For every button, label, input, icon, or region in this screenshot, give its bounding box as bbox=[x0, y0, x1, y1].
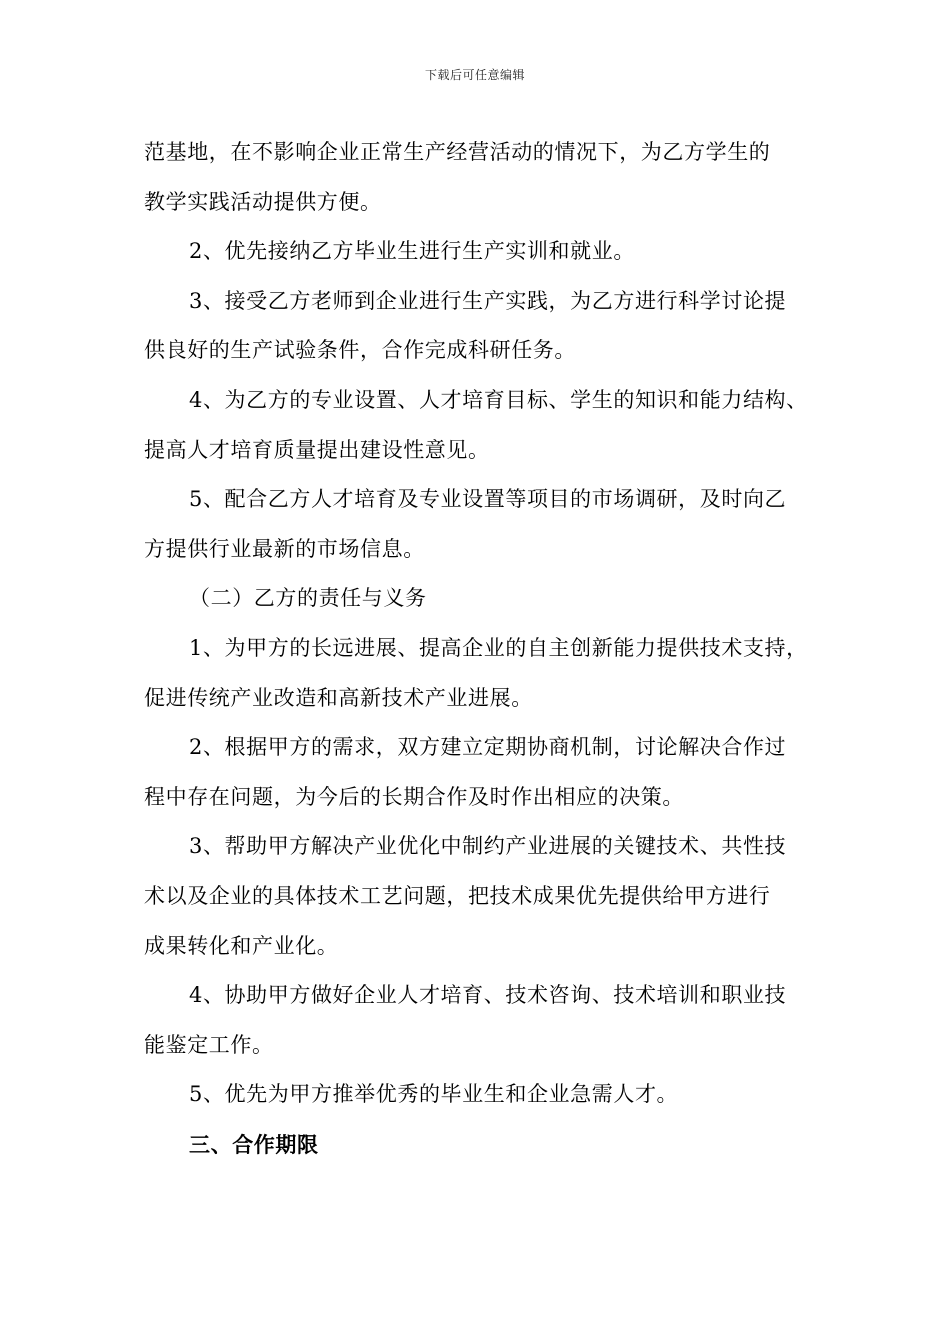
text-line: 供良好的生产试验条件，合作完成科研任务。 bbox=[144, 338, 576, 363]
text-line: 教学实践活动提供方便。 bbox=[144, 189, 382, 214]
text-line: 1、为甲方的长远进展、提高企业的自主创新能力提供技术支持， bbox=[189, 635, 808, 660]
text-line: 程中存在问题，为今后的长期合作及时作出相应的决策。 bbox=[144, 784, 684, 809]
text-line: 成果转化和产业化。 bbox=[144, 933, 339, 958]
header-note: 下载后可任意编辑 bbox=[424, 68, 525, 82]
text-line: 3、帮助甲方解决产业优化中制约产业进展的关键技术、共性技 bbox=[189, 834, 787, 859]
text-line: 4、协助甲方做好企业人才培育、技术咨询、技术培训和职业技 bbox=[189, 983, 787, 1008]
text-line: 5、优先为甲方推举优秀的毕业生和企业急需人才。 bbox=[189, 1082, 679, 1107]
text-line: 范基地，在不影响企业正常生产经营活动的情况下，为乙方学生的 bbox=[144, 140, 771, 164]
text-line: 2、优先接纳乙方毕业生进行生产实训和就业。 bbox=[189, 239, 635, 264]
text-line: 4、为乙方的专业设置、人才培育目标、学生的知识和能力结构、 bbox=[189, 387, 808, 412]
text-line: 能鉴定工作。 bbox=[144, 1032, 274, 1057]
text-line: 术以及企业的具体技术工艺问题，把技术成果优先提供给甲方进行 bbox=[144, 883, 771, 908]
section-subheading: （二）乙方的责任与义务 bbox=[189, 586, 427, 611]
section-heading: 三、合作期限 bbox=[189, 1131, 319, 1157]
text-line: 提高人才培育质量提出建设性意见。 bbox=[144, 437, 490, 462]
text-line: 3、接受乙方老师到企业进行生产实践，为乙方进行科学讨论提 bbox=[189, 288, 787, 313]
text-line: 促进传统产业改造和高新技术产业进展。 bbox=[144, 685, 533, 710]
text-line: 方提供行业最新的市场信息。 bbox=[144, 536, 425, 561]
text-line: 5、配合乙方人才培育及专业设置等项目的市场调研，及时向乙 bbox=[189, 487, 787, 512]
text-line: 2、根据甲方的需求，双方建立定期协商机制，讨论解决合作过 bbox=[189, 735, 787, 760]
document-body bbox=[144, 128, 824, 1169]
